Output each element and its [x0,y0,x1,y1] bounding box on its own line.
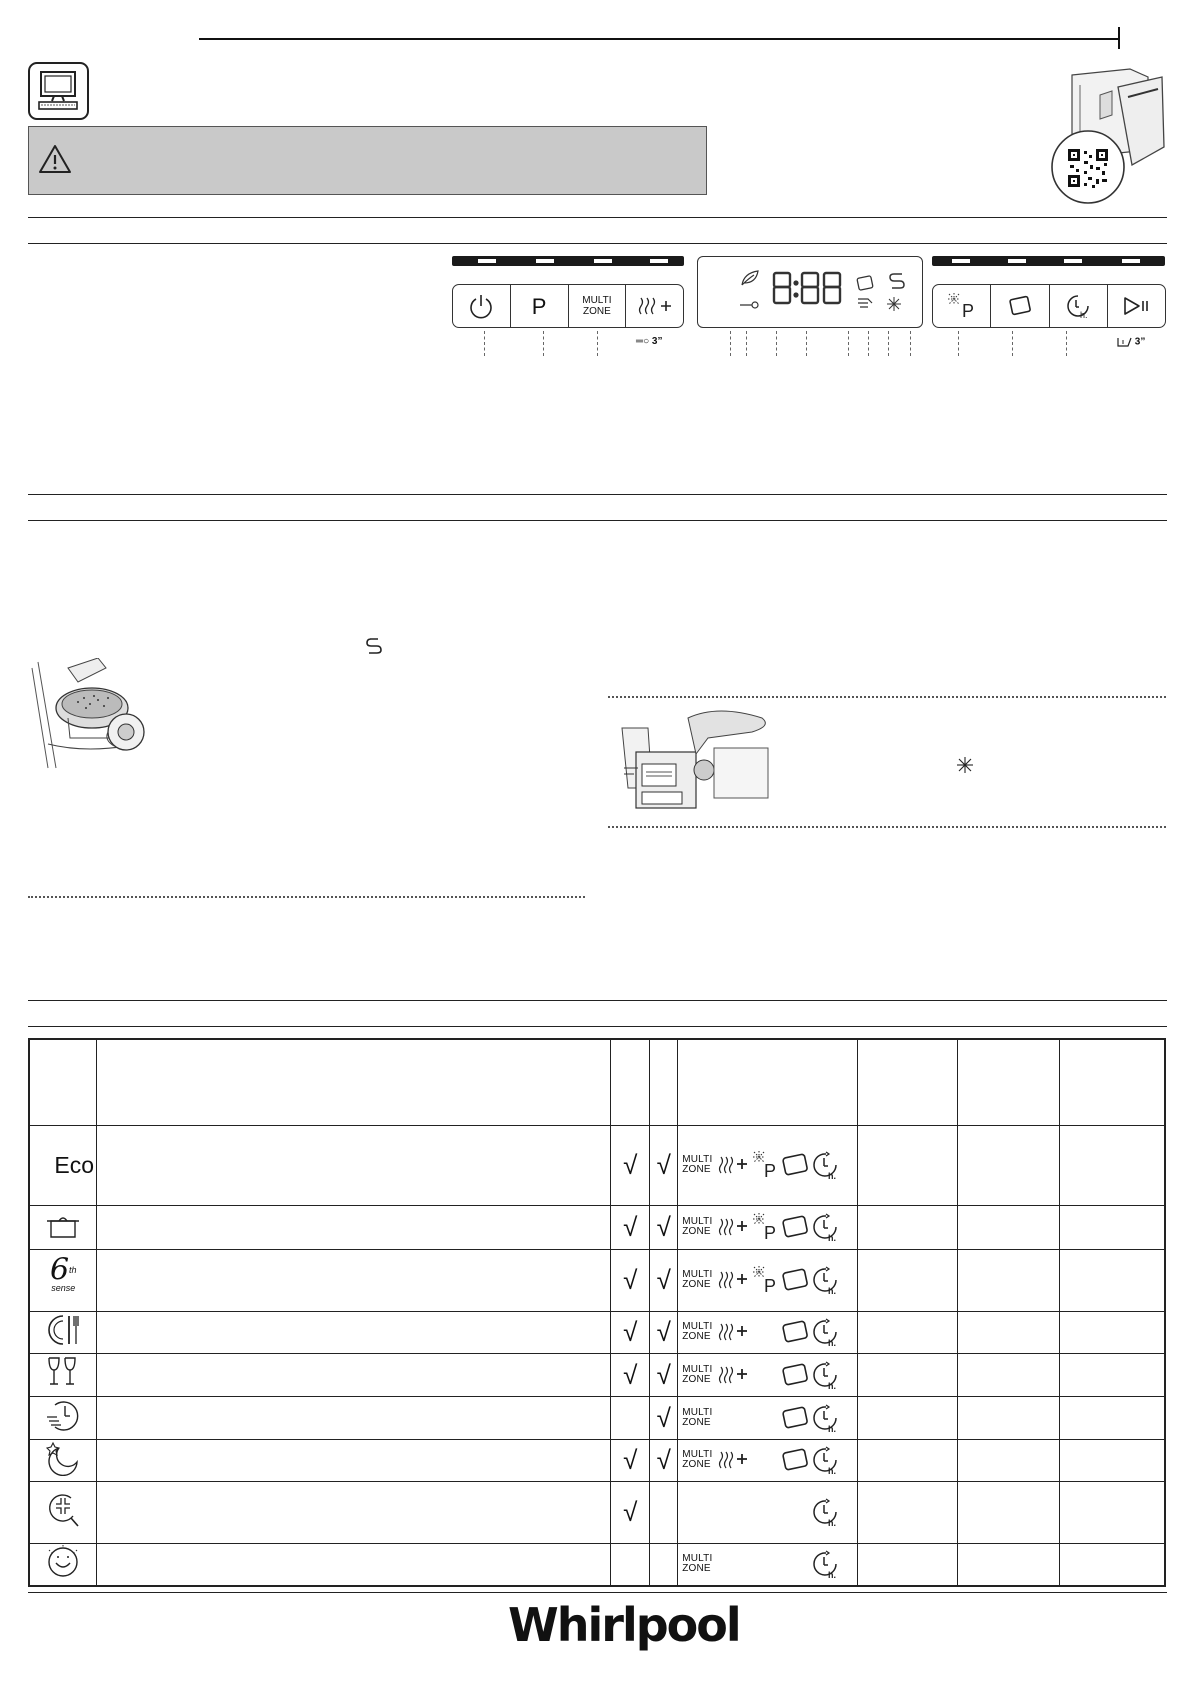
door-hint: 3” [1116,336,1145,348]
tablet-icon [780,1266,810,1294]
left-button-group [452,284,684,328]
program-icon-cell [29,1439,97,1481]
check-cell: √ [650,1249,678,1311]
program-icon-cell [29,1205,97,1249]
leader-line [806,331,807,356]
program-description-cell [97,1205,611,1249]
tablet-icon [780,1404,810,1432]
tablet-icon [780,1361,810,1389]
svg-text:h.: h. [1080,310,1088,320]
seven-segment-digits [774,273,840,303]
svg-text:h.: h. [828,1286,837,1296]
value-cell [957,1205,1059,1249]
program-icon-cell [29,1481,97,1543]
tap-icon [858,299,872,307]
check-cell [611,1396,650,1439]
section-rule [28,494,1167,495]
program-description-cell [97,1311,611,1353]
value-cell [1059,1481,1165,1543]
delay-icon [810,1548,842,1580]
delay-icon [810,1149,842,1181]
svg-text:P: P [961,301,974,321]
value-cell [858,1543,958,1586]
tablet-p-button[interactable] [933,285,991,327]
multizone-option: MULTI ZONE [682,1406,713,1428]
program-description-cell [97,1249,611,1311]
program-row [29,1125,1165,1205]
value-cell [957,1249,1059,1311]
value-cell [1059,1353,1165,1396]
value-cell [957,1125,1059,1205]
svg-text:h.: h. [828,1518,837,1528]
svg-text:h.: h. [828,1338,837,1348]
check-cell: √ [611,1353,650,1396]
sixth-sense-icon: 6th sense [49,1252,77,1294]
value-cell [858,1353,958,1396]
leader-line [888,331,889,356]
extra-dry-icon [635,293,675,319]
tablet-p-icon [750,1150,780,1180]
extra-dry-icon [716,1154,750,1176]
panel-strip-right [932,256,1165,266]
delay-icon [1063,291,1093,321]
options-cell [678,1311,858,1353]
program-row [29,1396,1165,1439]
check-cell: √ [650,1439,678,1481]
extra-dry-button[interactable] [626,285,683,327]
options-cell [678,1205,858,1249]
options-cell [678,1353,858,1396]
svg-text:P: P [764,1223,777,1242]
leader-line [910,331,911,356]
value-cell [1059,1249,1165,1311]
eco-icon: Eco [54,1151,95,1178]
tablet-icon [780,1151,810,1179]
plate-cutlery-icon [43,1312,83,1348]
tablet-button[interactable] [991,285,1049,327]
check-cell [650,1543,678,1586]
power-button[interactable] [453,285,511,327]
multizone-option: MULTI ZONE [682,1449,713,1470]
header-rule-end [1118,27,1120,49]
program-icon-cell [29,1249,97,1311]
glasses-icon [43,1354,83,1390]
value-cell [957,1439,1059,1481]
program-description-cell [97,1481,611,1543]
value-cell [858,1125,958,1205]
dotted-divider [608,696,1166,698]
table-header-row [29,1039,1165,1125]
options-cell [678,1396,858,1439]
options-cell [678,1439,858,1481]
program-row [29,1439,1165,1481]
check-cell: √ [611,1205,650,1249]
value-cell [957,1353,1059,1396]
options-cell [678,1249,858,1311]
leader-line [730,331,731,356]
value-cell [1059,1311,1165,1353]
svg-text:h.: h. [828,1171,837,1181]
check-cell: √ [650,1353,678,1396]
rinse-aid-icon [887,297,901,311]
multizone-option: MULTI ZONE [682,1154,713,1175]
svg-text:P: P [764,1161,777,1180]
quick-icon [43,1397,83,1433]
dishwasher-qr-illustration [1040,55,1170,205]
leader-line [848,331,849,356]
multizone-option: MULTI ZONE [682,1363,713,1385]
lcd-display [697,256,923,328]
value-cell [957,1311,1059,1353]
eco-leaf-icon [742,271,758,285]
program-icon-cell [29,1396,97,1439]
multizone-option: MULTI ZONE [682,1269,713,1290]
tablet-icon [780,1446,810,1474]
value-cell [1059,1543,1165,1586]
program-table [28,1038,1166,1587]
multizone-label: MULTI ZONE [582,295,612,317]
program-description-cell [97,1439,611,1481]
delay-icon [810,1496,842,1528]
extra-dry-icon [716,1321,750,1343]
tablet-icon [1005,293,1035,319]
program-label: P [531,293,547,319]
leader-line [597,331,598,356]
power-icon [467,292,495,320]
check-cell [650,1481,678,1543]
extra-dry-icon [716,1364,750,1386]
value-cell [858,1311,958,1353]
extra-dry-icon [716,1449,750,1471]
value-cell [957,1543,1059,1586]
program-description-cell [97,1353,611,1396]
program-row [29,1311,1165,1353]
delay-icon [810,1359,842,1391]
leader-line [746,331,747,356]
check-cell: √ [650,1396,678,1439]
prewash-icon [43,1544,83,1580]
value-cell [1059,1205,1165,1249]
value-cell [858,1205,958,1249]
key-lock-hint: ═○ 3” [636,336,663,347]
monitor-icon [28,62,89,120]
self-clean-icon [43,1490,83,1530]
multizone-option: MULTI ZONE [682,1553,713,1575]
tablet-icon [780,1318,810,1346]
check-cell: √ [650,1311,678,1353]
warning-banner [28,126,707,195]
check-cell [611,1543,650,1586]
delay-icon [810,1316,842,1348]
check-cell: √ [611,1481,650,1543]
leader-line [1012,331,1013,356]
svg-text:h.: h. [828,1380,837,1391]
section-rule [28,217,1167,218]
multizone-option: MULTI ZONE [682,1216,713,1237]
program-icon-cell [29,1125,97,1205]
tablet-p-icon [750,1212,780,1242]
pot-icon [43,1207,83,1243]
salt-refill-illustration [28,658,158,776]
section-rule [28,1026,1167,1027]
options-cell [678,1125,858,1205]
program-description-cell [97,1125,611,1205]
value-cell [858,1396,958,1439]
program-description-cell [97,1543,611,1586]
svg-text:h.: h. [828,1233,837,1243]
value-cell [858,1249,958,1311]
salt-icon [890,274,904,288]
leader-line [484,331,485,356]
whirlpool-logo: Whirlpool [508,1598,740,1652]
dotted-divider [608,826,1166,828]
program-row [29,1543,1165,1586]
multizone-button[interactable] [569,285,627,327]
key-icon [740,302,758,308]
delay-button[interactable] [1050,285,1108,327]
value-cell [957,1396,1059,1439]
extra-dry-icon [716,1269,750,1291]
tablet-p-icon [750,1265,780,1295]
tablet-icon [857,276,873,291]
check-cell: √ [650,1125,678,1205]
section-rule [28,243,1167,244]
svg-text:h.: h. [828,1423,837,1434]
tablet-p-icon [944,291,980,321]
value-cell [858,1481,958,1543]
program-icon-cell [29,1543,97,1586]
rinse-aid-illustration [618,708,778,814]
program-row [29,1481,1165,1543]
check-cell: √ [611,1439,650,1481]
check-cell: √ [611,1125,650,1205]
check-cell: √ [611,1311,650,1353]
value-cell [1059,1439,1165,1481]
program-row [29,1205,1165,1249]
svg-text:h.: h. [828,1570,837,1581]
footer-rule [28,1592,1167,1593]
value-cell [858,1439,958,1481]
value-cell [1059,1396,1165,1439]
dotted-divider [28,896,585,898]
section-rule [28,1000,1167,1001]
delay-icon [810,1402,842,1434]
leader-line [868,331,869,356]
start-pause-icon [1119,294,1153,318]
program-icon-cell [29,1353,97,1396]
multizone-option: MULTI ZONE [682,1321,713,1342]
header-rule [199,38,1119,40]
program-row [29,1249,1165,1311]
program-button[interactable] [511,285,569,327]
delay-icon [810,1444,842,1476]
value-cell [1059,1125,1165,1205]
check-cell: √ [611,1249,650,1311]
night-icon [43,1440,83,1476]
leader-line [958,331,959,356]
door-open-icon [1116,336,1132,348]
right-button-group [932,284,1166,328]
options-cell [678,1481,858,1543]
program-icon-cell [29,1311,97,1353]
delay-icon [810,1211,842,1243]
delay-icon [810,1264,842,1296]
leader-line [776,331,777,356]
rinse-aid-icon [956,756,974,779]
svg-text:P: P [764,1276,777,1295]
leader-line [543,331,544,356]
panel-strip-left [452,256,684,266]
svg-text:h.: h. [828,1466,837,1476]
warning-triangle-icon [37,143,73,175]
extra-dry-icon [716,1216,750,1238]
program-row [29,1353,1165,1396]
start-pause-button[interactable] [1108,285,1165,327]
salt-icon [364,636,384,661]
tablet-icon [780,1213,810,1241]
check-cell: √ [650,1205,678,1249]
program-description-cell [97,1396,611,1439]
section-rule [28,520,1167,521]
leader-line [1066,331,1067,356]
options-cell [678,1543,858,1586]
value-cell [957,1481,1059,1543]
